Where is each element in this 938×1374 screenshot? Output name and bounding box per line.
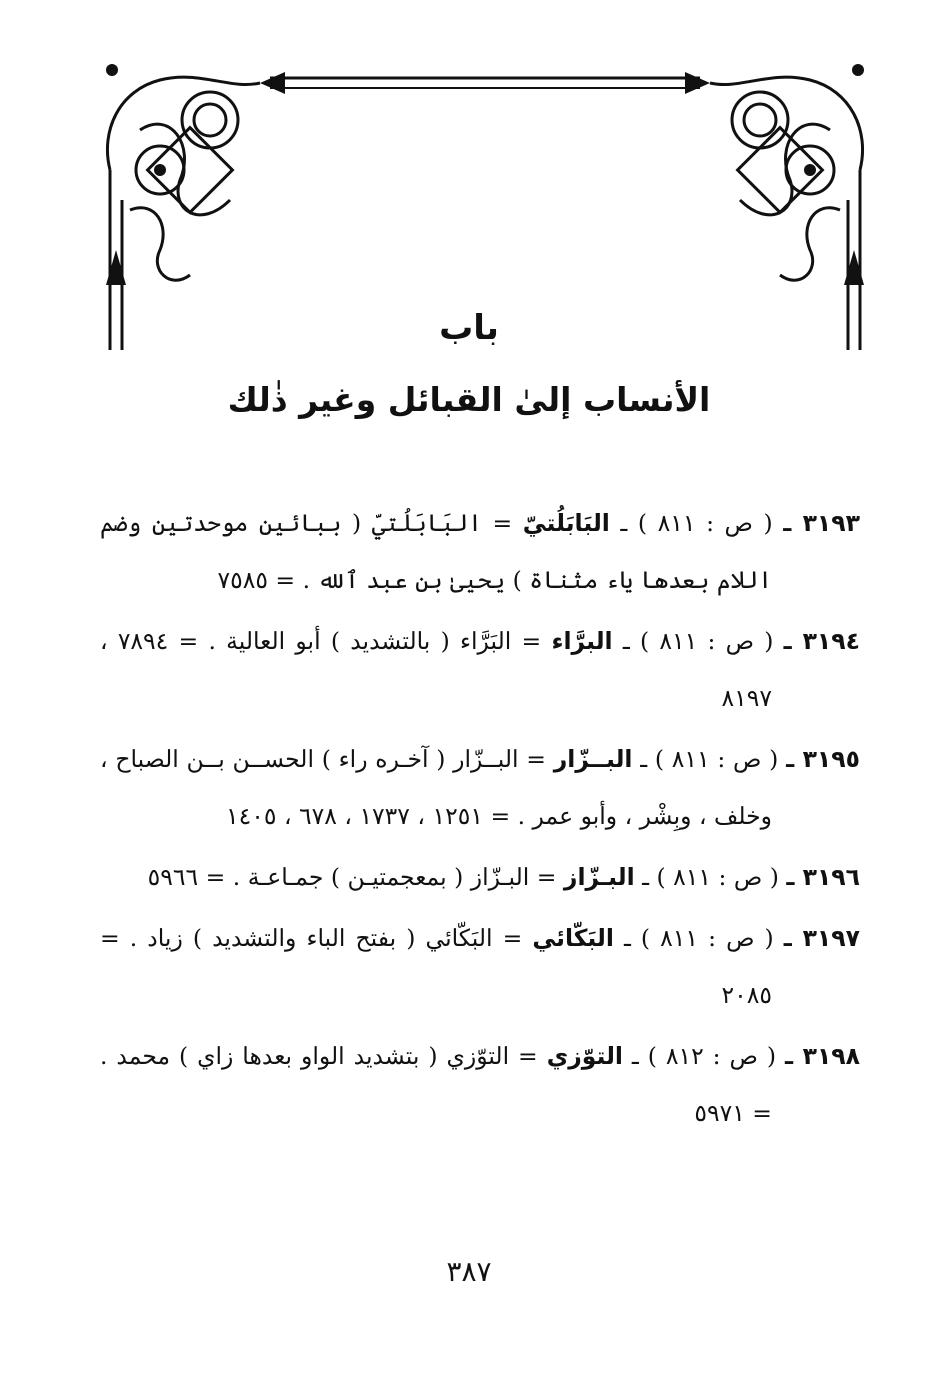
entry-list (100, 495, 860, 1146)
chapter-label: باب (439, 308, 499, 348)
entry-number: ٣١٩٦ ـ (786, 863, 860, 891)
entry-text: = التوّزي ( بتشديد الواو بعدها زاي ) محمد . = ٥٩٧١ (100, 1042, 772, 1127)
entry-text: = البــزّار ( آخـره راء ) الحســن بــن الصباح ، وخلف ، وبِشْر ، وأبو عمر . = ١٢٥١ ، ١٧٣٧ ، ٦٧٨ ، ١٤٠٥ (100, 745, 772, 830)
entry-text: = البَابَلُتيّ ( ببائين موحدتين وضم اللام بعدها ياء مثناة ) يحيىٰ بن عبد ٱلله . = ٧٥٨٥ (100, 509, 772, 594)
entry-number: ٣١٩٤ ـ (783, 627, 860, 655)
entry-text: = البَكّائي ( بفتح الباء والتشديد ) زياد . = ٢٠٨٥ (100, 924, 772, 1009)
entry-text: = البَرَّاء ( بالتشديد ) أبو العالية . = ٧٨٩٤ ، ٨١٩٧ (100, 627, 772, 712)
entry-3193 (100, 495, 860, 609)
entry-3197 (100, 910, 860, 1024)
entry-name: البــزّار (553, 745, 633, 773)
entry-3198 (100, 1028, 860, 1142)
entry-ref: ( ص : ٨١١ ) ـ (642, 863, 779, 891)
entry-number: ٣١٩٨ ـ (784, 1042, 860, 1070)
entry-ref: ( ص : ٨١١ ) ـ (622, 627, 774, 655)
entry-name: البَكّائي (532, 924, 614, 952)
entry-name: البرَّاء (551, 627, 613, 655)
chapter-title: الأنساب إلىٰ القبائل وغير ذٰلك (227, 380, 711, 419)
entry-name: البَابَلُتيّ (522, 509, 610, 537)
entry-number: ٣١٩٣ ـ (783, 509, 860, 537)
entry-3195 (100, 731, 860, 845)
entry-ref: ( ص : ٨١٢ ) ـ (631, 1042, 776, 1070)
entry-ref: ( ص : ٨١١ ) ـ (623, 924, 774, 952)
entry-ref: ( ص : ٨١١ ) ـ (620, 509, 773, 537)
entry-number: ٣١٩٥ ـ (786, 745, 860, 773)
entry-ref: ( ص : ٨١١ ) ـ (640, 745, 779, 773)
entry-name: التوّزي (546, 1042, 623, 1070)
entry-number: ٣١٩٧ ـ (783, 924, 860, 952)
entry-3194 (100, 613, 860, 727)
entry-name: البـزّاز (563, 863, 635, 891)
page-number: ٣٨٧ (446, 1255, 492, 1288)
entry-text: = البـزّاز ( بمعجمتيـن ) جمـاعـة . = ٥٩٦٦ (147, 863, 557, 891)
entry-3196 (100, 849, 860, 906)
